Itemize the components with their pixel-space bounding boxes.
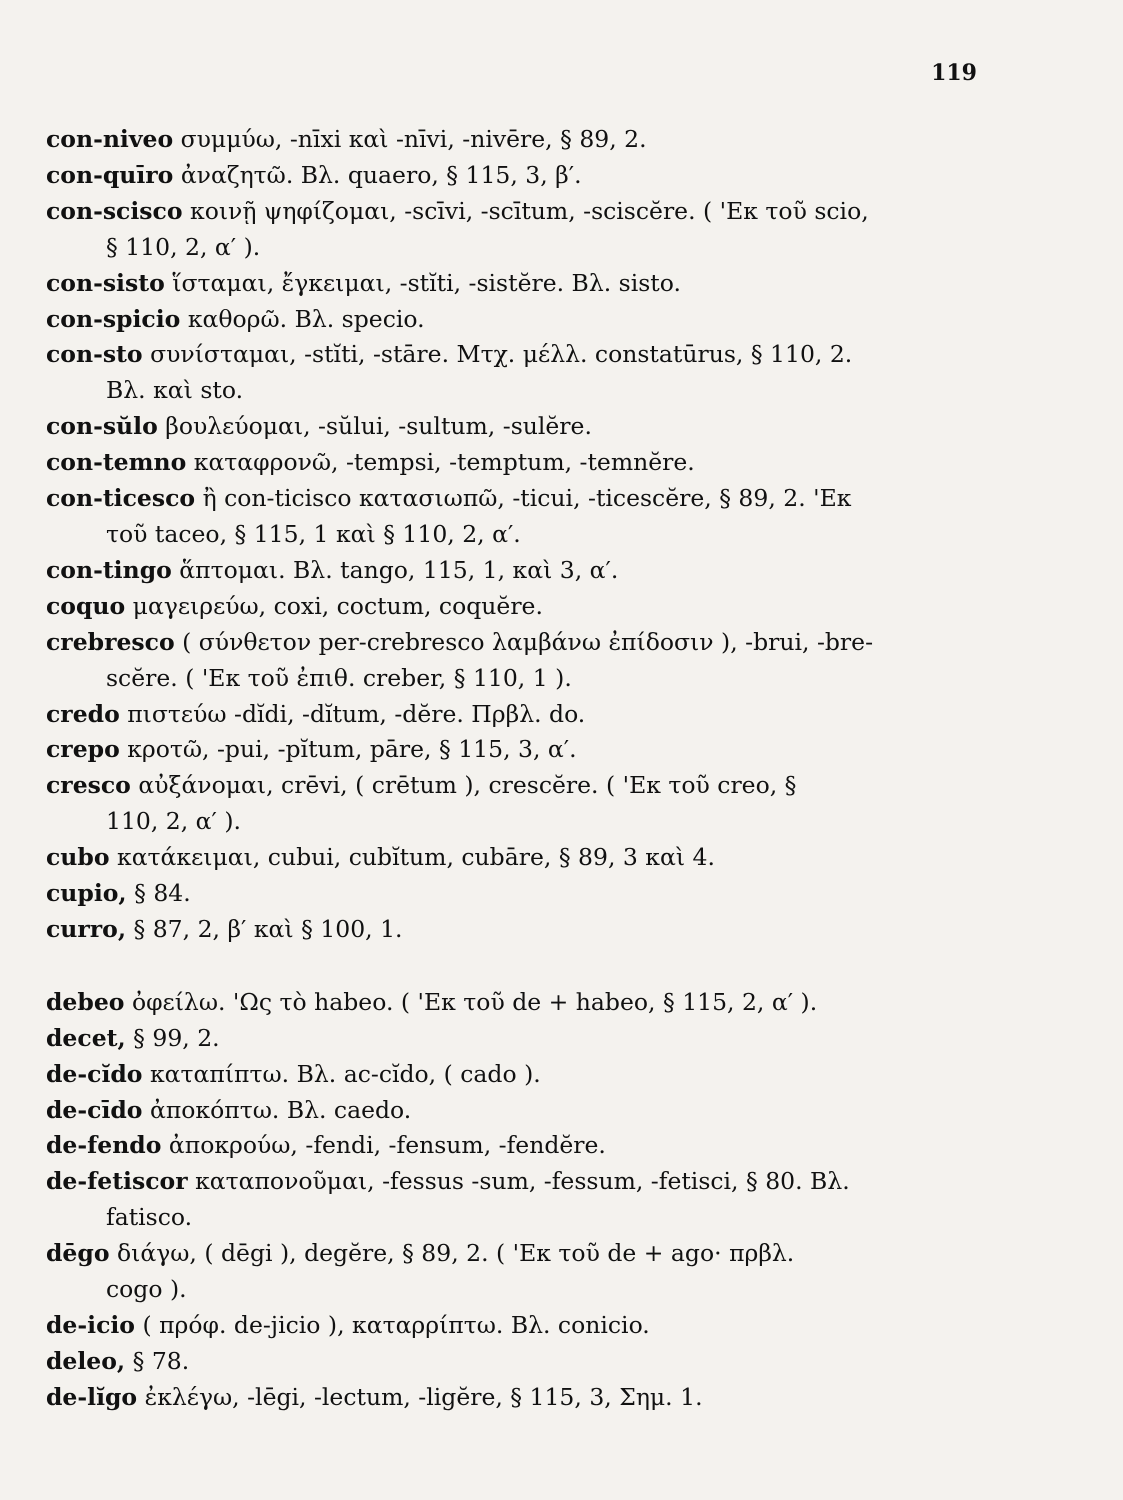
entry-definition: ὀφείλω. 'Ως τὸ habeo. ( 'Εκ τοῦ de + habeo, § 115, 2, α′ ).: [131, 987, 818, 1016]
entry-headword: coquo: [46, 591, 126, 620]
dictionary-entry: [46, 1380, 1046, 1416]
dictionary-entry: [46, 1021, 1046, 1057]
dictionary-entry: [46, 625, 1046, 697]
entry-definition: § 84.: [134, 879, 191, 908]
entry-continuation: § 110, 2, α′ ).: [106, 232, 261, 261]
entry-headword: cubo: [46, 843, 110, 872]
entry-definition: ἅπτομαι. Βλ. tango, 115, 1, καὶ 3, α′.: [179, 555, 619, 584]
entry-headword: con-temno: [46, 448, 187, 477]
dictionary-entry: [46, 985, 1046, 1021]
dictionary-entry: [46, 481, 1046, 553]
entry-definition: ἀναζητῶ. Βλ. quaero, § 115, 3, β′.: [180, 160, 582, 189]
dictionary-entry: [46, 1057, 1046, 1093]
entry-continuation: 110, 2, α′ ).: [106, 807, 241, 836]
dictionary-entry: [46, 337, 1046, 409]
dictionary-entry: [46, 840, 1046, 876]
entry-headword: con-quīro: [46, 160, 174, 189]
entry-definition: καταφρονῶ, -tempsi, -temptum, -temnĕre.: [193, 448, 695, 477]
entry-definition: συμμύω, -nīxi καὶ -nīvi, -nivēre, § 89, 2.: [180, 125, 647, 153]
entry-continuation: Βλ. καὶ sto.: [106, 376, 244, 405]
entry-definition: ( σύνθετον per-crebresco λαμβάνω ἐπίδοσιν ), -brui, -bre-: [182, 627, 874, 656]
entry-continuation: fatisco.: [106, 1203, 193, 1232]
entry-definition: § 87, 2, β′ καὶ § 100, 1.: [133, 914, 403, 943]
entry-definition: πιστεύω -dĭdi, -dĭtum, -dĕre. Πρβλ. do.: [127, 699, 586, 728]
entry-definition: συνίσταμαι, -stĭti, -stāre. Μτχ. μέλλ. constatūrus, § 110, 2.: [150, 340, 853, 369]
dictionary-entry: [46, 912, 1046, 948]
dictionary-entry: [46, 158, 1046, 194]
entry-headword: crepo: [46, 735, 120, 764]
entry-headword: de-icio: [46, 1311, 135, 1339]
entry-definition: κοινῇ ψηφίζομαι, -scīvi, -scītum, -sciscĕre. ( 'Εκ τοῦ scio,: [190, 196, 869, 225]
entry-definition: διάγω, ( dēgi ), degĕre, § 89, 2. ( 'Εκ τοῦ de + ago· πρβλ.: [116, 1239, 795, 1268]
entry-headword: de-cīdo: [46, 1095, 143, 1124]
entry-definition: ( πρόφ. de-jicio ), καταρρίπτω. Βλ. conicio.: [142, 1311, 650, 1339]
entry-definition: καθορῶ. Βλ. specio.: [187, 304, 425, 333]
dictionary-entry: [46, 122, 1046, 158]
entry-headword: deleo,: [46, 1346, 126, 1375]
entry-headword: crebresco: [46, 627, 175, 656]
entry-continuation: cogo ).: [106, 1275, 187, 1304]
entry-headword: credo: [46, 699, 120, 728]
entry-definition: μαγειρεύω, coxi, coctum, coquĕre.: [132, 591, 543, 620]
entry-definition: βουλεύομαι, -sŭlui, -sultum, -sulĕre.: [165, 412, 592, 441]
entry-headword: decet,: [46, 1023, 126, 1052]
entry-definition: κατάκειμαι, cubui, cubĭtum, cubāre, § 89, 3 καὶ 4.: [117, 843, 715, 872]
dictionary-entry: [46, 589, 1046, 625]
entry-headword: con-sŭlo: [46, 412, 158, 441]
entry-definition: ἢ con-ticisco κατασιωπῶ, -ticui, -ticescĕre, § 89, 2. 'Εκ: [202, 484, 852, 513]
entry-definition: § 78.: [132, 1346, 190, 1375]
entry-headword: con-ticesco: [46, 484, 196, 513]
dictionary-entry: [46, 302, 1046, 338]
dictionary-entry: [46, 1128, 1046, 1164]
entry-headword: de-lĭgo: [46, 1382, 138, 1411]
section-gap: [46, 948, 1046, 985]
dictionary-entry: [46, 732, 1046, 768]
entry-headword: de-fendo: [46, 1131, 162, 1160]
dictionary-entry: [46, 768, 1046, 840]
dictionary-entry: [46, 1344, 1046, 1380]
dictionary-entry: [46, 697, 1046, 733]
dictionary-entry: [46, 266, 1046, 302]
entry-headword: con-tingo: [46, 555, 172, 584]
dictionary-entry: [46, 194, 1046, 266]
entry-continuation: τοῦ taceo, § 115, 1 καὶ § 110, 2, α′.: [106, 519, 521, 548]
entry-definition: καταπονοῦμαι, -fessus -sum, -fessum, -fetisci, § 80. Βλ.: [195, 1167, 850, 1196]
entry-definition: ἐκλέγω, -lēgi, -lectum, -ligĕre, § 115, 3, Σημ. 1.: [144, 1382, 703, 1411]
page-number: 119: [931, 60, 977, 86]
dictionary-entry: [46, 1236, 1046, 1308]
dictionary-entries: [46, 122, 1046, 1416]
entry-headword: con-niveo: [46, 125, 174, 153]
entry-headword: con-scisco: [46, 196, 183, 225]
entry-definition: κροτῶ, -pui, -pĭtum, pāre, § 115, 3, α′.: [127, 735, 577, 764]
entry-definition: αὐξάνομαι, crēvi, ( crētum ), crescĕre. ( 'Εκ τοῦ creo, §: [138, 771, 797, 800]
entry-headword: con-sto: [46, 340, 143, 369]
entry-definition: καταπίπτω. Βλ. ac-cĭdo, ( cado ).: [149, 1059, 541, 1088]
dictionary-entry: [46, 1308, 1046, 1344]
entry-headword: de-cĭdo: [46, 1059, 143, 1088]
entry-headword: debeo: [46, 987, 125, 1016]
entry-definition: ἀποκόπτω. Βλ. caedo.: [149, 1095, 412, 1124]
dictionary-entry: [46, 876, 1046, 912]
entry-headword: de-fetiscor: [46, 1167, 188, 1196]
dictionary-entry: [46, 409, 1046, 445]
entry-headword: con-sisto: [46, 268, 165, 297]
entry-headword: cupio,: [46, 879, 127, 908]
entry-headword: dēgo: [46, 1239, 110, 1268]
dictionary-entry: [46, 553, 1046, 589]
entry-continuation: scĕre. ( 'Εκ τοῦ ἐπιθ. creber, § 110, 1 ).: [106, 663, 572, 692]
entry-definition: ἵσταμαι, ἔγκειμαι, -stĭti, -sistĕre. Βλ. sisto.: [172, 268, 681, 297]
entry-definition: § 99, 2.: [133, 1023, 220, 1052]
entry-headword: curro,: [46, 914, 127, 943]
entry-definition: ἀποκρούω, -fendi, -fensum, -fendĕre.: [168, 1131, 606, 1160]
dictionary-entry: [46, 1164, 1046, 1236]
entry-headword: cresco: [46, 771, 131, 800]
entry-headword: con-spicio: [46, 304, 181, 333]
dictionary-entry: [46, 1093, 1046, 1129]
dictionary-entry: [46, 445, 1046, 481]
